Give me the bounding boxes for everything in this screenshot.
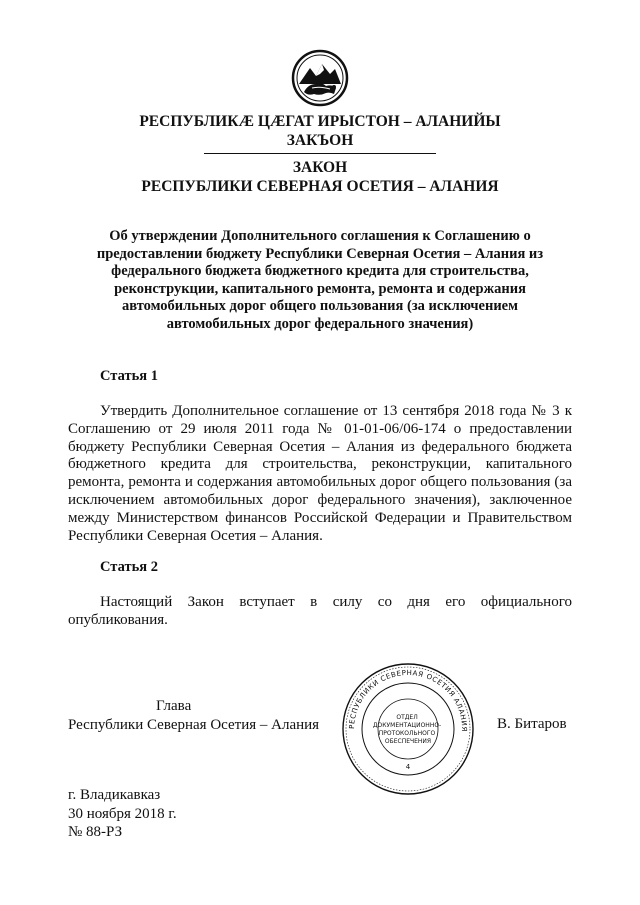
header-zakon: ЗАКОН: [292, 159, 348, 176]
header-line-ossetian: РЕСПУБЛИКÆ ЦÆГАТ ИРЫСТОН – АЛАНИЙЫ: [139, 113, 501, 130]
header-divider: [204, 153, 436, 154]
svg-text:ОТДЕЛ ДОКУМЕНТАЦИОННО-: [373, 714, 443, 745]
seal-center-line2: ДОКУМЕНТАЦИОННО-: [372, 722, 442, 729]
seal-ring-text: РЕСПУБЛИКИ СЕВЕРНАЯ ОСЕТИЯ АЛАНИЯ: [347, 668, 469, 733]
article2-heading: Статья 2: [100, 559, 158, 575]
document-footer: [68, 786, 177, 842]
official-seal-icon: [340, 661, 476, 797]
seal-center-line3: ПРОТОКОЛЬНОГО: [378, 730, 436, 737]
law-title: Об утверждении Дополнительного соглашения к Соглашению о предоставлении бюджету Республики Северная Осетия – Алания из федерального бюджета бюджетного кредита для строительства, реконструкции, капитального ремонта, ремонта и содержания автомобильных дорог общего пользования (за исключением автомобильных дорог федерального значения): [96, 228, 544, 332]
coat-of-arms-emblem-icon: [290, 48, 350, 108]
signature-role: [68, 697, 330, 735]
footer-date: 30 ноября 2018 г.: [68, 805, 177, 822]
header-republic: РЕСПУБЛИКИ СЕВЕРНАЯ ОСЕТИЯ – АЛАНИЯ: [141, 178, 499, 195]
signature-role-line2: Республики Северная Осетия – Алания: [68, 717, 320, 733]
footer-city: г. Владикавказ: [68, 787, 161, 803]
signature-role-line1: Глава: [156, 698, 192, 714]
article1-heading: Статья 1: [100, 368, 158, 384]
header-zakon-ossetian: ЗАКЪОН: [286, 132, 354, 149]
article1-text: Утвердить Дополнительное соглашение от 13 сентября 2018 года № 3 к Соглашению от 29 июля 2011 года № 01-01-06/06-174 о предоставлении бюджету Республики Северная Осетия – Алания из федерального бюджета бюджетного кредита для строительства, реконструкции, капитального ремонта, ремонта и содержания автомобильных дорог общего пользования (за исключением автомобильных дорог федерального значения), заключенное между Министерством финансов Российской Федерации и Правительством Республики Северная Осетия – Алания.: [68, 403, 572, 544]
seal-center-line1: ОТДЕЛ: [396, 714, 418, 721]
article2-text: Настоящий Закон вступает в силу со дня его официального опубликования.: [68, 594, 572, 628]
seal-center-line4: ОБЕСПЕЧЕНИЯ: [384, 738, 432, 745]
seal-number: 4: [405, 763, 411, 771]
footer-number: № 88-РЗ: [68, 824, 123, 840]
signature-name: В. Битаров: [497, 716, 567, 732]
